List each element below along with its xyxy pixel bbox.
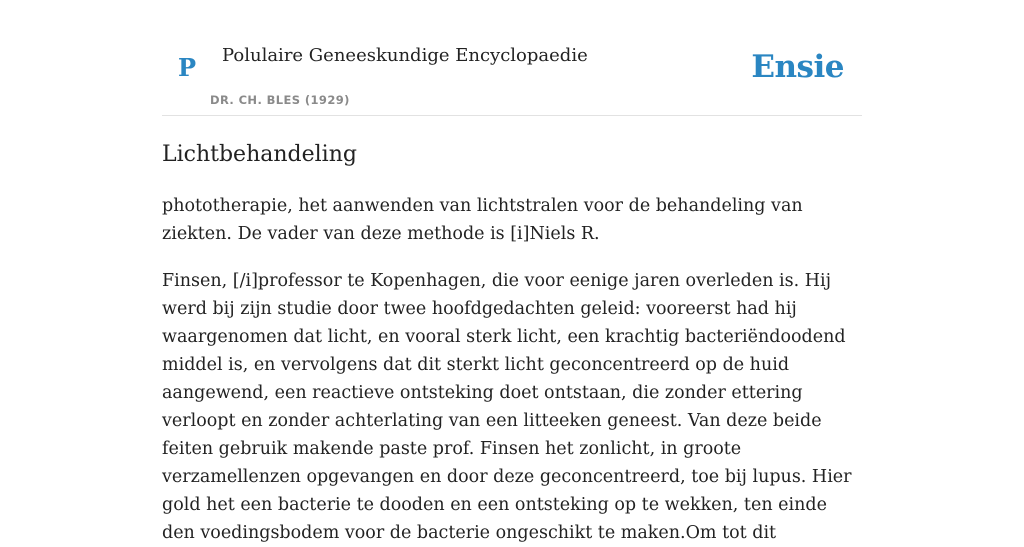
entry-paragraph: Finsen, [/i]professor te Kopenhagen, die voor eenige jaren overleden is. Hij werd bij zijn studie door twee hoofdgedachten geleid: vooreerst had hij waargenomen dat licht, en vooral sterk licht, een krachtig bacteriëndoodend middel is, en vervolgens dat dit sterkt licht geconcentreerd op de huid aangewend, een reactieve ontsteking doet ontstaan, die zonder ettering verloopt en zonder achterlating van een litteeken geneest. Van deze beide feiten gebruik makende paste prof. Finsen het zonlicht, in groote verzamellenzen opgevangen en door deze geconcentreerd, toe bij lupus. Hier gold het een bacterie te dooden en een ontsteking op te wekken, ten einde den voedingsbodem voor de bacterie ongeschikt te maken.Om tot dit (162, 271, 852, 543)
entry-paragraph: phototherapie, het aanwenden van lichtstralen voor de behandeling van ziekten. De vader van deze methode is [i]Niels R. (162, 196, 803, 244)
book-author: DR. CH. BLES (1929) (210, 93, 350, 107)
book-title-link[interactable]: Polulaire Geneeskundige Encyclopaedie (222, 45, 588, 66)
entry-title: Lichtbehandeling (162, 142, 357, 167)
page (162, 0, 862, 547)
ensie-logo-link[interactable]: Ensie (751, 49, 844, 85)
book-logo-icon[interactable]: P (178, 53, 197, 82)
site-header (162, 0, 862, 116)
